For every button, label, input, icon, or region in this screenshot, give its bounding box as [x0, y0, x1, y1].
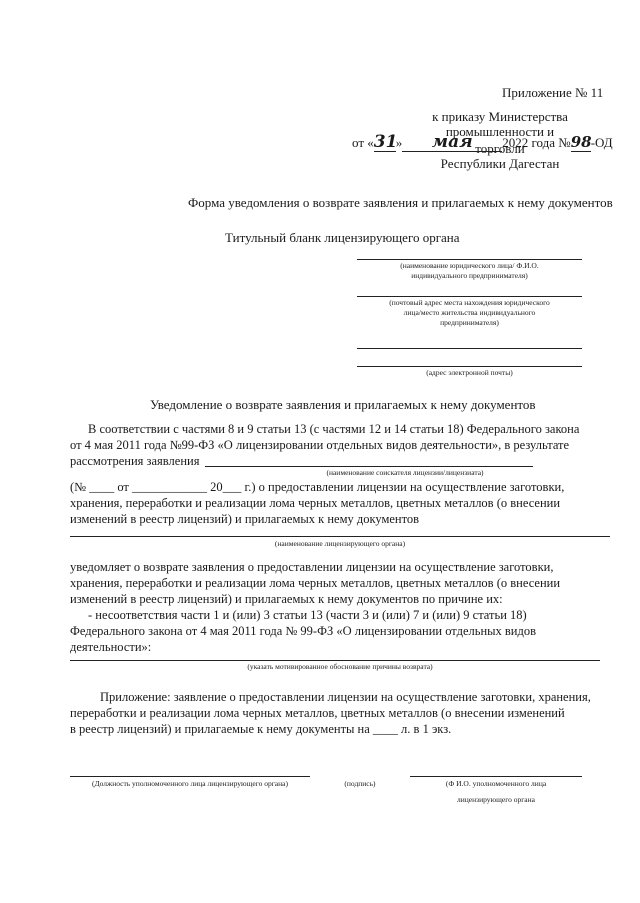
- paragraph-3-line-2: хранения, переработки и реализации лома черных металлов, цветных металлов (о внесении: [70, 576, 561, 590]
- applicant-name-line: [205, 466, 533, 467]
- order-line-1: к приказу Министерства: [432, 109, 568, 124]
- paragraph-3-line-1: уведомляет о возврате заявления о предоставлении лицензии на осуществление заготовки,: [70, 560, 554, 574]
- appendix-label: Приложение № 11: [502, 85, 604, 100]
- applicant-caption: (наименование соискателя лицензии/лицензиата): [326, 468, 484, 477]
- date-day-handwritten: 31: [373, 132, 398, 152]
- position-caption: (Должность уполномоченного лица лицензирующего органа): [92, 779, 288, 788]
- caption-line: предпринимателя): [440, 318, 499, 327]
- organ-caption: (наименование лицензирующего органа): [274, 539, 406, 548]
- fio-line: [410, 776, 582, 777]
- paragraph-5-line-1: Приложение: заявление о предоставлении лицензии на осуществление заготовки, хранения,: [100, 690, 591, 704]
- caption-line: (почтовый адрес места нахождения юридического: [389, 298, 550, 307]
- paragraph-5-line-3: в реестр лицензий) и прилагаемые к нему документы на ____ л. в 1 экз.: [70, 722, 452, 736]
- recipient-address-line: [357, 296, 582, 297]
- order-number-suffix: -ОД: [590, 135, 613, 150]
- recipient-address-caption: [357, 298, 582, 328]
- date-prefix: от «: [352, 135, 374, 150]
- recipient-extra-line: [357, 348, 582, 349]
- paragraph-1-line-3: рассмотрения заявления: [70, 454, 200, 468]
- order-number-handwritten: 98: [570, 133, 592, 151]
- order-date-line: [352, 134, 613, 152]
- date-year-text: 2022 года №: [502, 135, 571, 150]
- date-month-handwritten: мая: [402, 134, 502, 152]
- form-title: Форма уведомления о возврате заявления и прилагаемых к нему документов: [188, 195, 613, 210]
- caption-line: (наименование юридического лица/ Ф.И.О.: [400, 261, 539, 270]
- paragraph-2-line-3: изменений в реестр лицензий) и прилагаемых к нему документов: [70, 512, 420, 526]
- caption-line: лица/место жительства индивидуального: [403, 308, 536, 317]
- order-line-2: промышленности и торговли: [445, 124, 555, 156]
- paragraph-4-line-2: Федерального закона от 4 мая 2011 года № 99-ФЗ «О лицензировании отдельных видов: [70, 624, 537, 638]
- paragraph-4-line-3: деятельности»:: [70, 640, 152, 654]
- signature-caption: (подпись): [344, 779, 376, 788]
- caption-line: лицензирующего органа: [457, 795, 535, 804]
- notice-title: Уведомление о возврате заявления и прилагаемых к нему документов: [150, 397, 536, 412]
- paragraph-1-line-2: от 4 мая 2011 года №99-ФЗ «О лицензировании отдельных видов деятельности», в результате: [70, 438, 570, 452]
- paragraph-5-line-2: переработки и реализации лома черных металлов, цветных металлов (о внесении изменений: [70, 706, 565, 720]
- paragraph-2-line-1: (№ ____ от ____________ 20___ г.) о предоставлении лицензии на осуществление заготовки,: [70, 480, 565, 494]
- order-line-3: Республики Дагестан: [440, 156, 560, 171]
- caption-line: (Ф И.О. уполномоченного лица: [445, 779, 547, 788]
- recipient-email-line: [357, 366, 582, 367]
- position-line: [70, 776, 310, 777]
- recipient-name-caption: [357, 261, 582, 281]
- title-blank-label: Титульный бланк лицензирующего органа: [225, 230, 460, 245]
- fio-caption: [410, 779, 582, 805]
- reason-line: [70, 660, 600, 661]
- organ-name-line: [70, 536, 610, 537]
- recipient-name-line: [357, 259, 582, 260]
- recipient-email-caption: (адрес электронной почты): [426, 368, 513, 377]
- reason-caption: (указать мотивированное обоснование причины возврата): [247, 662, 433, 671]
- date-close-quote: »: [395, 135, 403, 150]
- caption-line: индивидуального предпринимателя): [411, 271, 528, 280]
- paragraph-3-line-3: изменений в реестр лицензий) и прилагаемых к нему документов по причине их:: [70, 592, 503, 606]
- paragraph-1-line-1: В соответствии с частями 8 и 9 статьи 13 (с частями 12 и 14 статьи 18) Федерального закона: [88, 422, 580, 436]
- paragraph-2-line-2: хранения, переработки и реализации лома черных металлов, цветных металлов (о внесении: [70, 496, 561, 510]
- paragraph-4-line-1: - несоответствия части 1 и (или) 3 статьи 13 (части 3 и (или) 7 и (или) 9 статьи 18): [88, 608, 527, 622]
